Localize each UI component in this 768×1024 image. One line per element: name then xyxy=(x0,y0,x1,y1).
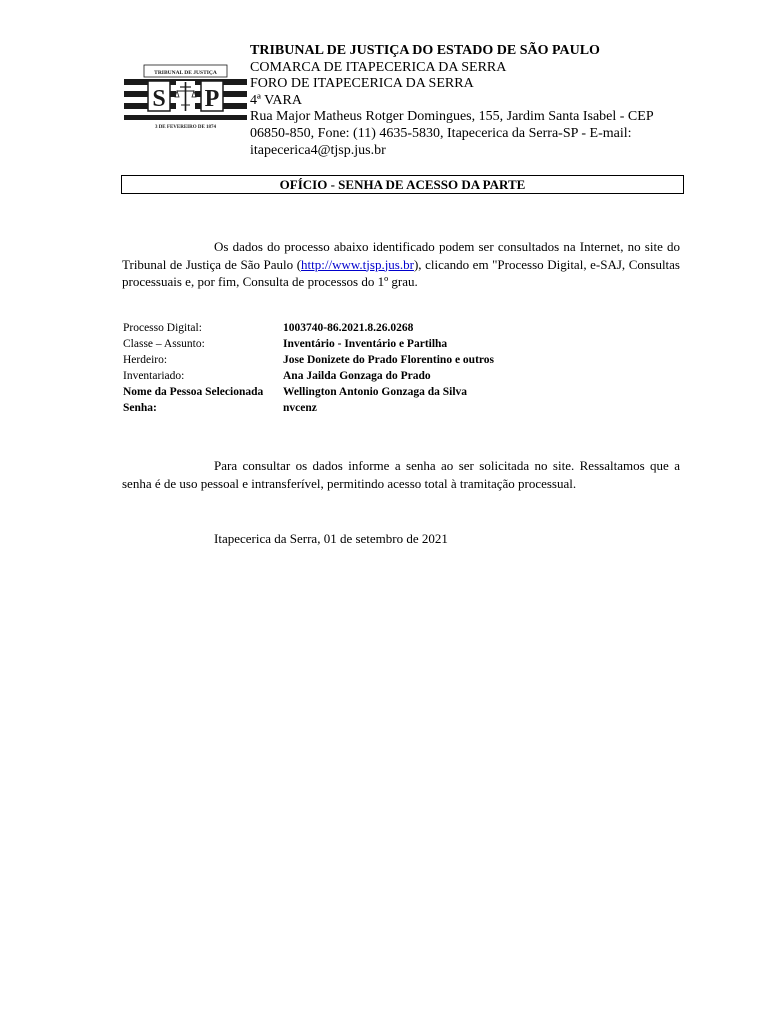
process-info-table xyxy=(123,320,494,416)
process-info-row xyxy=(123,384,494,400)
instructions-text: Para consultar os dados informe a senha ao ser solicitada no site. Ressaltamos que a senha é de uso pessoal e intransferível, permitindo acesso total à tramitação processual. xyxy=(122,458,680,491)
process-number-value: 1003740-86.2021.8.26.0268 xyxy=(283,322,414,334)
court-name: TRIBUNAL DE JUSTIÇA DO ESTADO DE SÃO PAULO xyxy=(250,43,600,58)
process-info-row xyxy=(123,400,494,416)
court-header xyxy=(250,43,680,159)
intro-paragraph xyxy=(122,238,680,291)
process-number-label: Processo Digital: xyxy=(123,322,202,334)
logo-top-text: TRIBUNAL DE JUSTIÇA xyxy=(154,70,217,76)
class-subject-label: Classe – Assunto: xyxy=(123,338,205,350)
tjsp-logo xyxy=(122,45,249,133)
process-info-row xyxy=(123,352,494,368)
intro-text-end: ), clicando em "Processo Digital, e-SAJ, Consultas processuais e, por fim, Consulta de processos do 1º grau. xyxy=(122,256,680,289)
selected-person-label: Nome da Pessoa Selecionada xyxy=(123,386,264,398)
logo-letter-p: P xyxy=(204,86,220,112)
logo-letter-s: S xyxy=(152,86,166,112)
password-value: nvcenz xyxy=(283,402,317,414)
deceased-value: Ana Jailda Gonzaga do Prado xyxy=(283,370,431,382)
password-label: Senha: xyxy=(123,402,157,414)
intro-text-start: Os dados do processo abaixo identificado podem ser consultados na Internet, no site do Tribunal de Justiça de São Paulo ( xyxy=(122,239,680,272)
place-date-line: Itapecerica da Serra, 01 de setembro de 2021 xyxy=(214,531,448,546)
court-address: Rua Major Matheus Rotger Domingues, 155, Jardim Santa Isabel - CEP 06850-850, Fone: (11) 4635-5830, Itapecerica da Serra-SP - E-mail: itapecerica4@tjsp.jus.br xyxy=(250,109,654,158)
class-subject-value: Inventário - Inventário e Partilha xyxy=(283,338,448,350)
heir-value: Jose Donizete do Prado Florentino e outros xyxy=(283,354,495,366)
selected-person-value: Wellington Antonio Gonzaga da Silva xyxy=(283,386,468,398)
vara-name: 4ª VARA xyxy=(250,92,302,108)
process-info-row xyxy=(123,368,494,384)
heir-label: Herdeiro: xyxy=(123,354,168,366)
process-info-row xyxy=(123,336,494,352)
instructions-paragraph xyxy=(122,457,680,492)
tjsp-website-link[interactable]: http://www.tjsp.jus.br xyxy=(301,256,414,272)
document-title: OFÍCIO - SENHA DE ACESSO DA PARTE xyxy=(121,175,684,194)
process-info-row xyxy=(123,320,494,336)
foro-name: FORO DE ITAPECERICA DA SERRA xyxy=(250,76,474,92)
deceased-label: Inventariado: xyxy=(123,370,185,382)
scales-icon xyxy=(175,81,196,111)
logo-bottom-text: 3 DE FEVEREIRO DE 1874 xyxy=(154,125,217,130)
comarca-name: COMARCA DE ITAPECERICA DA SERRA xyxy=(250,59,507,75)
